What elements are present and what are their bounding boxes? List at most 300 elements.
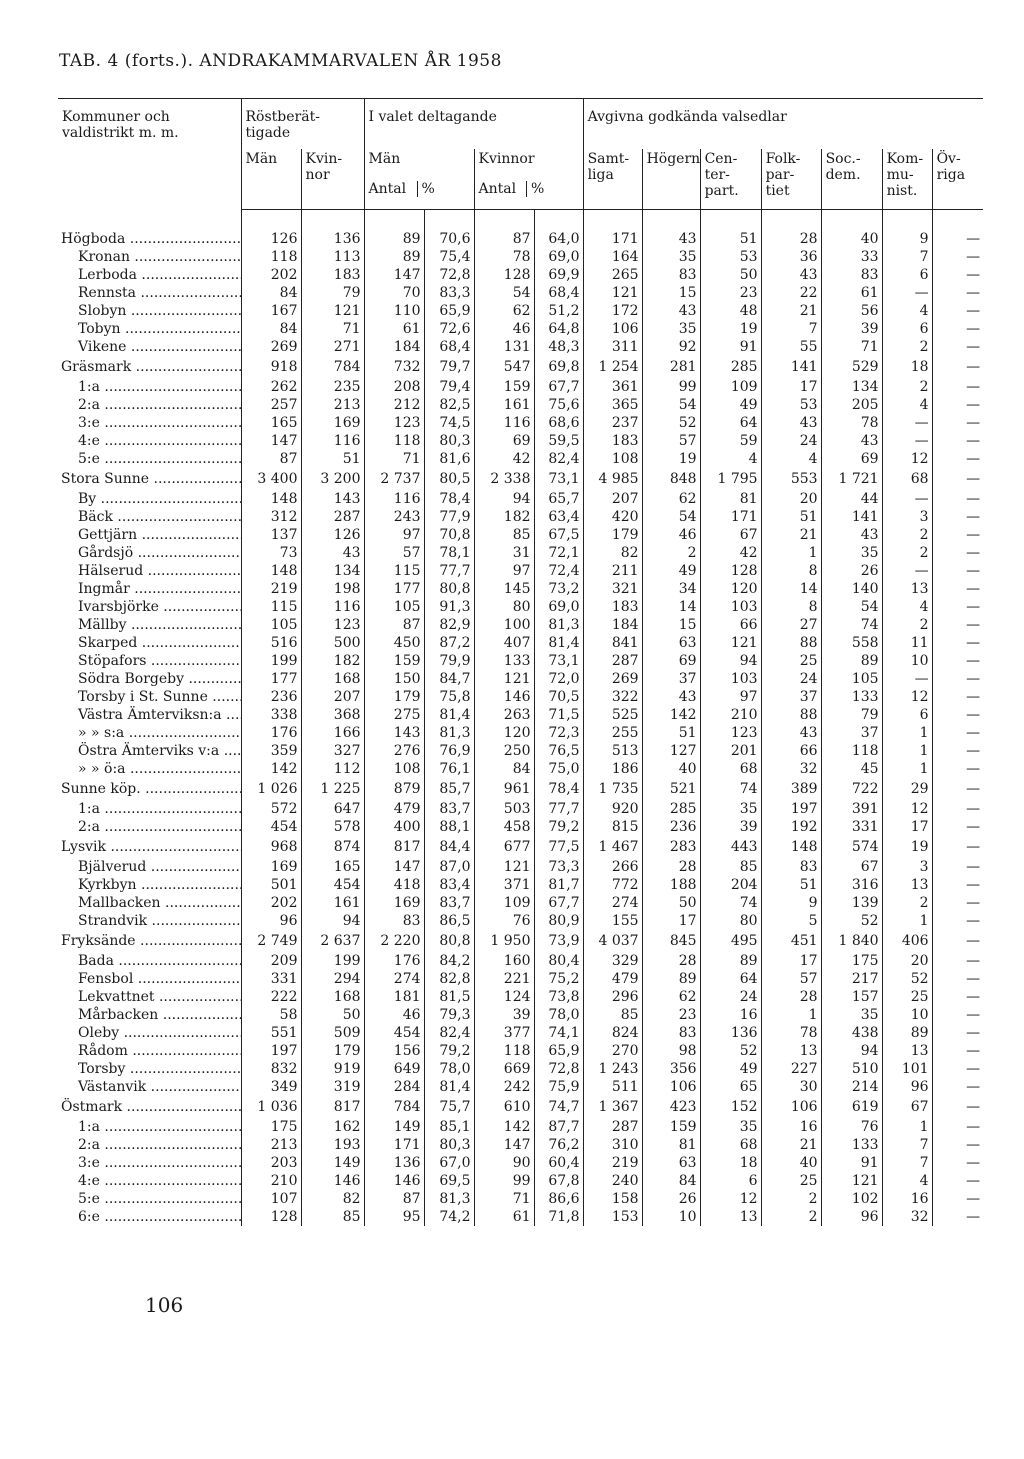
table-row	[58, 912, 983, 930]
cell-samtliga: 479	[583, 970, 642, 988]
cell-kommunist: 3	[882, 508, 932, 526]
cell-delt-kvinnor-antal: 85	[474, 526, 534, 544]
cell-rost-man: 148	[241, 562, 301, 580]
cell-delt-man-pct: 78,1	[424, 544, 474, 562]
table-row	[58, 670, 983, 688]
cell-rost-man: 210	[241, 1172, 301, 1190]
cell-samtliga: 321	[583, 580, 642, 598]
cell-centerpart: 12	[700, 1190, 761, 1208]
header-ovriga: Öv- riga	[932, 149, 983, 210]
cell-folkpartiet: 21	[761, 526, 821, 544]
cell-samtliga: 287	[583, 652, 642, 670]
cell-kommunist: 10	[882, 652, 932, 670]
cell-kommunist: —	[882, 432, 932, 450]
cell-folkpartiet: 20	[761, 490, 821, 508]
cell-folkpartiet: 1	[761, 544, 821, 562]
table-row	[58, 378, 983, 396]
cell-delt-kvinnor-antal: 69	[474, 432, 534, 450]
cell-centerpart: 171	[700, 508, 761, 526]
cell-rost-kvinnor: 294	[301, 970, 364, 988]
row-label: 5:e .....	[58, 450, 241, 468]
cell-centerpart: 80	[700, 912, 761, 930]
header-man: Män	[241, 149, 301, 210]
cell-kommunist: 10	[882, 1006, 932, 1024]
cell-rost-man: 199	[241, 652, 301, 670]
cell-kommunist: 32	[882, 1208, 932, 1226]
cell-samtliga: 106	[583, 320, 642, 338]
row-label: Östmark .....	[58, 1096, 241, 1118]
cell-samtliga: 841	[583, 634, 642, 652]
cell-delt-man-antal: 276	[364, 742, 424, 760]
cell-delt-man-pct: 77,9	[424, 508, 474, 526]
row-label: 1:a .....	[58, 378, 241, 396]
row-label: Mårbacken .....	[58, 1006, 241, 1024]
cell-centerpart: 16	[700, 1006, 761, 1024]
cell-delt-kvinnor-antal: 503	[474, 800, 534, 818]
cell-socdem: 121	[821, 1172, 882, 1190]
cell-delt-man-pct: 70,6	[424, 210, 474, 249]
cell-delt-man-antal: 87	[364, 616, 424, 634]
cell-socdem: 205	[821, 396, 882, 414]
cell-ovriga: —	[932, 1006, 983, 1024]
cell-delt-man-antal: 105	[364, 598, 424, 616]
cell-folkpartiet: 16	[761, 1118, 821, 1136]
cell-delt-man-pct: 75,4	[424, 248, 474, 266]
cell-centerpart: 23	[700, 284, 761, 302]
cell-delt-kvinnor-pct: 82,4	[534, 450, 583, 468]
cell-kommunist: 12	[882, 450, 932, 468]
cell-samtliga: 513	[583, 742, 642, 760]
table-row	[58, 562, 983, 580]
cell-kommunist: 4	[882, 396, 932, 414]
row-label: Mällby .....	[58, 616, 241, 634]
cell-rost-man: 202	[241, 266, 301, 284]
cell-kommunist: 2	[882, 338, 932, 356]
cell-delt-man-antal: 46	[364, 1006, 424, 1024]
cell-folkpartiet: 14	[761, 580, 821, 598]
cell-rost-kvinnor: 500	[301, 634, 364, 652]
row-label: Fensbol .....	[58, 970, 241, 988]
cell-rost-man: 2 749	[241, 930, 301, 952]
cell-delt-kvinnor-antal: 109	[474, 894, 534, 912]
cell-hogern: 43	[642, 688, 700, 706]
cell-socdem: 139	[821, 894, 882, 912]
cell-rost-kvinnor: 113	[301, 248, 364, 266]
cell-delt-kvinnor-pct: 51,2	[534, 302, 583, 320]
cell-samtliga: 184	[583, 616, 642, 634]
cell-centerpart: 85	[700, 858, 761, 876]
cell-hogern: 521	[642, 778, 700, 800]
cell-centerpart: 64	[700, 414, 761, 432]
cell-rost-man: 968	[241, 836, 301, 858]
cell-samtliga: 186	[583, 760, 642, 778]
cell-centerpart: 49	[700, 1060, 761, 1078]
cell-centerpart: 13	[700, 1208, 761, 1226]
cell-socdem: 74	[821, 616, 882, 634]
cell-samtliga: 329	[583, 952, 642, 970]
cell-rost-kvinnor: 123	[301, 616, 364, 634]
cell-delt-man-antal: 147	[364, 858, 424, 876]
table-row	[58, 302, 983, 320]
cell-delt-man-pct: 67,0	[424, 1154, 474, 1172]
cell-delt-kvinnor-pct: 69,9	[534, 266, 583, 284]
header-kommuner: Kommuner och valdistrikt m. m.	[58, 99, 241, 210]
cell-samtliga: 511	[583, 1078, 642, 1096]
cell-delt-man-antal: 159	[364, 652, 424, 670]
cell-centerpart: 204	[700, 876, 761, 894]
cell-centerpart: 91	[700, 338, 761, 356]
cell-socdem: 529	[821, 356, 882, 378]
cell-delt-kvinnor-pct: 73,1	[534, 652, 583, 670]
cell-centerpart: 121	[700, 634, 761, 652]
cell-folkpartiet: 51	[761, 876, 821, 894]
cell-ovriga: —	[932, 1190, 983, 1208]
cell-centerpart: 68	[700, 1136, 761, 1154]
cell-kommunist: 20	[882, 952, 932, 970]
cell-kommunist: 1	[882, 912, 932, 930]
header-man-pct: %	[417, 181, 470, 197]
cell-delt-man-antal: 184	[364, 338, 424, 356]
cell-socdem: 217	[821, 970, 882, 988]
cell-delt-man-antal: 243	[364, 508, 424, 526]
cell-rost-kvinnor: 161	[301, 894, 364, 912]
cell-delt-kvinnor-antal: 124	[474, 988, 534, 1006]
row-label: 2:a .....	[58, 1136, 241, 1154]
cell-ovriga: —	[932, 266, 983, 284]
cell-delt-kvinnor-pct: 72,3	[534, 724, 583, 742]
cell-ovriga: —	[932, 338, 983, 356]
cell-socdem: 43	[821, 526, 882, 544]
cell-rost-man: 167	[241, 302, 301, 320]
cell-samtliga: 4 037	[583, 930, 642, 952]
row-label: By .....	[58, 490, 241, 508]
cell-ovriga: —	[932, 652, 983, 670]
row-label: 5:e .....	[58, 1190, 241, 1208]
cell-rost-kvinnor: 193	[301, 1136, 364, 1154]
cell-socdem: 214	[821, 1078, 882, 1096]
cell-rost-kvinnor: 454	[301, 876, 364, 894]
cell-kommunist: 4	[882, 302, 932, 320]
cell-folkpartiet: 17	[761, 952, 821, 970]
cell-kommunist: 3	[882, 858, 932, 876]
cell-rost-kvinnor: 166	[301, 724, 364, 742]
header-folkpartiet: Folk- par- tiet	[761, 149, 821, 210]
cell-delt-man-pct: 84,4	[424, 836, 474, 858]
cell-delt-man-pct: 79,3	[424, 1006, 474, 1024]
cell-rost-man: 551	[241, 1024, 301, 1042]
cell-samtliga: 121	[583, 284, 642, 302]
cell-kommunist: 2	[882, 616, 932, 634]
cell-rost-kvinnor: 79	[301, 284, 364, 302]
cell-rost-man: 501	[241, 876, 301, 894]
cell-kommunist: 6	[882, 706, 932, 724]
cell-samtliga: 815	[583, 818, 642, 836]
cell-rost-man: 137	[241, 526, 301, 544]
cell-ovriga: —	[932, 450, 983, 468]
cell-folkpartiet: 227	[761, 1060, 821, 1078]
cell-delt-kvinnor-antal: 250	[474, 742, 534, 760]
cell-rost-kvinnor: 116	[301, 598, 364, 616]
cell-hogern: 40	[642, 760, 700, 778]
cell-samtliga: 1 367	[583, 1096, 642, 1118]
cell-socdem: 438	[821, 1024, 882, 1042]
cell-rost-man: 142	[241, 760, 301, 778]
cell-ovriga: —	[932, 1096, 983, 1118]
row-label: Torsby i St. Sunne .....	[58, 688, 241, 706]
cell-delt-man-antal: 171	[364, 1136, 424, 1154]
header-man-antal: Antal	[368, 181, 407, 197]
cell-socdem: 35	[821, 1006, 882, 1024]
cell-delt-man-pct: 74,5	[424, 414, 474, 432]
cell-kommunist: —	[882, 284, 932, 302]
table-row	[58, 724, 983, 742]
cell-folkpartiet: 148	[761, 836, 821, 858]
row-label: Hälserud .....	[58, 562, 241, 580]
cell-centerpart: 74	[700, 894, 761, 912]
cell-socdem: 33	[821, 248, 882, 266]
cell-delt-kvinnor-pct: 48,3	[534, 338, 583, 356]
cell-hogern: 35	[642, 320, 700, 338]
cell-hogern: 159	[642, 1118, 700, 1136]
cell-rost-kvinnor: 919	[301, 1060, 364, 1078]
cell-centerpart: 94	[700, 652, 761, 670]
cell-delt-kvinnor-pct: 81,4	[534, 634, 583, 652]
cell-rost-man: 349	[241, 1078, 301, 1096]
cell-socdem: 91	[821, 1154, 882, 1172]
cell-rost-kvinnor: 168	[301, 670, 364, 688]
cell-hogern: 423	[642, 1096, 700, 1118]
cell-delt-man-pct: 69,5	[424, 1172, 474, 1190]
cell-kommunist: 406	[882, 930, 932, 952]
cell-delt-kvinnor-antal: 377	[474, 1024, 534, 1042]
cell-delt-kvinnor-pct: 73,8	[534, 988, 583, 1006]
row-label: Kronan .....	[58, 248, 241, 266]
cell-rost-kvinnor: 143	[301, 490, 364, 508]
cell-folkpartiet: 40	[761, 1154, 821, 1172]
cell-rost-man: 219	[241, 580, 301, 598]
cell-hogern: 19	[642, 450, 700, 468]
cell-delt-kvinnor-antal: 62	[474, 302, 534, 320]
cell-centerpart: 103	[700, 670, 761, 688]
table-row	[58, 818, 983, 836]
cell-delt-man-pct: 77,7	[424, 562, 474, 580]
cell-samtliga: 274	[583, 894, 642, 912]
table-row	[58, 970, 983, 988]
cell-samtliga: 296	[583, 988, 642, 1006]
cell-rost-kvinnor: 207	[301, 688, 364, 706]
header-centerpart: Cen- ter- part.	[700, 149, 761, 210]
table-body	[58, 210, 983, 1227]
cell-rost-man: 3 400	[241, 468, 301, 490]
row-label: Sunne köp. .....	[58, 778, 241, 800]
row-label: » » s:a .....	[58, 724, 241, 742]
cell-delt-man-pct: 83,7	[424, 894, 474, 912]
cell-delt-kvinnor-pct: 77,5	[534, 836, 583, 858]
cell-folkpartiet: 141	[761, 356, 821, 378]
cell-delt-man-pct: 81,5	[424, 988, 474, 1006]
cell-rost-kvinnor: 121	[301, 302, 364, 320]
cell-delt-man-pct: 88,1	[424, 818, 474, 836]
cell-rost-man: 572	[241, 800, 301, 818]
cell-samtliga: 155	[583, 912, 642, 930]
table-row	[58, 876, 983, 894]
cell-rost-kvinnor: 182	[301, 652, 364, 670]
cell-delt-man-pct: 87,2	[424, 634, 474, 652]
cell-rost-kvinnor: 146	[301, 1172, 364, 1190]
cell-delt-man-pct: 78,4	[424, 490, 474, 508]
cell-kommunist: 7	[882, 1136, 932, 1154]
cell-ovriga: —	[932, 1078, 983, 1096]
cell-delt-kvinnor-antal: 46	[474, 320, 534, 338]
cell-samtliga: 270	[583, 1042, 642, 1060]
cell-delt-kvinnor-antal: 61	[474, 1208, 534, 1226]
cell-rost-man: 177	[241, 670, 301, 688]
cell-delt-kvinnor-antal: 142	[474, 1118, 534, 1136]
cell-delt-man-pct: 78,0	[424, 1060, 474, 1078]
cell-ovriga: —	[932, 858, 983, 876]
cell-delt-kvinnor-pct: 74,1	[534, 1024, 583, 1042]
cell-ovriga: —	[932, 988, 983, 1006]
cell-rost-kvinnor: 578	[301, 818, 364, 836]
cell-delt-man-pct: 68,4	[424, 338, 474, 356]
cell-socdem: 391	[821, 800, 882, 818]
cell-delt-man-antal: 71	[364, 450, 424, 468]
cell-delt-kvinnor-pct: 68,6	[534, 414, 583, 432]
cell-socdem: 37	[821, 724, 882, 742]
cell-ovriga: —	[932, 356, 983, 378]
cell-hogern: 28	[642, 952, 700, 970]
cell-rost-man: 359	[241, 742, 301, 760]
cell-centerpart: 64	[700, 970, 761, 988]
cell-delt-man-antal: 136	[364, 1154, 424, 1172]
cell-rost-kvinnor: 112	[301, 760, 364, 778]
cell-delt-man-antal: 275	[364, 706, 424, 724]
cell-folkpartiet: 2	[761, 1190, 821, 1208]
row-label: Mallbacken .....	[58, 894, 241, 912]
cell-folkpartiet: 7	[761, 320, 821, 338]
cell-centerpart: 495	[700, 930, 761, 952]
cell-socdem: 722	[821, 778, 882, 800]
cell-rost-kvinnor: 168	[301, 988, 364, 1006]
table-row	[58, 778, 983, 800]
cell-ovriga: —	[932, 1208, 983, 1226]
cell-hogern: 10	[642, 1208, 700, 1226]
cell-centerpart: 97	[700, 688, 761, 706]
cell-folkpartiet: 192	[761, 818, 821, 836]
cell-delt-man-pct: 81,3	[424, 1190, 474, 1208]
cell-socdem: 157	[821, 988, 882, 1006]
cell-rost-man: 222	[241, 988, 301, 1006]
cell-ovriga: —	[932, 1154, 983, 1172]
cell-kommunist: 6	[882, 320, 932, 338]
cell-ovriga: —	[932, 670, 983, 688]
cell-rost-man: 213	[241, 1136, 301, 1154]
cell-socdem: 118	[821, 742, 882, 760]
cell-centerpart: 18	[700, 1154, 761, 1172]
cell-folkpartiet: 1	[761, 1006, 821, 1024]
cell-ovriga: —	[932, 952, 983, 970]
cell-delt-man-antal: 181	[364, 988, 424, 1006]
cell-rost-man: 236	[241, 688, 301, 706]
cell-delt-kvinnor-pct: 67,7	[534, 378, 583, 396]
cell-delt-man-pct: 75,7	[424, 1096, 474, 1118]
cell-ovriga: —	[932, 876, 983, 894]
cell-centerpart: 66	[700, 616, 761, 634]
cell-delt-kvinnor-pct: 72,4	[534, 562, 583, 580]
table-row	[58, 490, 983, 508]
cell-rost-man: 312	[241, 508, 301, 526]
table-row	[58, 468, 983, 490]
cell-delt-kvinnor-antal: 242	[474, 1078, 534, 1096]
cell-delt-man-pct: 81,3	[424, 724, 474, 742]
cell-hogern: 28	[642, 858, 700, 876]
cell-samtliga: 82	[583, 544, 642, 562]
cell-hogern: 127	[642, 742, 700, 760]
cell-samtliga: 1 254	[583, 356, 642, 378]
cell-rost-man: 105	[241, 616, 301, 634]
cell-kommunist: 67	[882, 1096, 932, 1118]
cell-delt-kvinnor-antal: 159	[474, 378, 534, 396]
cell-rost-kvinnor: 784	[301, 356, 364, 378]
cell-ovriga: —	[932, 468, 983, 490]
cell-kommunist: 1	[882, 742, 932, 760]
cell-delt-kvinnor-pct: 69,0	[534, 248, 583, 266]
row-label: Lekvattnet .....	[58, 988, 241, 1006]
cell-delt-kvinnor-pct: 77,7	[534, 800, 583, 818]
cell-kommunist: 29	[882, 778, 932, 800]
cell-delt-kvinnor-antal: 961	[474, 778, 534, 800]
row-label: 1:a .....	[58, 1118, 241, 1136]
cell-rost-kvinnor: 213	[301, 396, 364, 414]
table-row	[58, 634, 983, 652]
cell-samtliga: 420	[583, 508, 642, 526]
cell-delt-kvinnor-pct: 87,7	[534, 1118, 583, 1136]
cell-ovriga: —	[932, 1136, 983, 1154]
cell-ovriga: —	[932, 248, 983, 266]
cell-delt-kvinnor-antal: 610	[474, 1096, 534, 1118]
cell-delt-man-pct: 82,9	[424, 616, 474, 634]
cell-samtliga: 85	[583, 1006, 642, 1024]
cell-hogern: 92	[642, 338, 700, 356]
cell-delt-man-antal: 2 737	[364, 468, 424, 490]
cell-folkpartiet: 5	[761, 912, 821, 930]
table-row	[58, 210, 983, 249]
cell-delt-kvinnor-antal: 371	[474, 876, 534, 894]
cell-socdem: 76	[821, 1118, 882, 1136]
cell-socdem: 133	[821, 688, 882, 706]
table-row	[58, 338, 983, 356]
cell-samtliga: 183	[583, 432, 642, 450]
cell-kommunist: —	[882, 562, 932, 580]
table-row	[58, 858, 983, 876]
cell-delt-man-antal: 400	[364, 818, 424, 836]
cell-ovriga: —	[932, 1172, 983, 1190]
cell-ovriga: —	[932, 1060, 983, 1078]
header-socdem: Soc.- dem.	[821, 149, 882, 210]
cell-delt-kvinnor-pct: 64,8	[534, 320, 583, 338]
cell-delt-man-antal: 284	[364, 1078, 424, 1096]
cell-centerpart: 201	[700, 742, 761, 760]
cell-ovriga: —	[932, 724, 983, 742]
cell-delt-kvinnor-pct: 64,0	[534, 210, 583, 249]
cell-delt-man-antal: 2 220	[364, 930, 424, 952]
cell-centerpart: 109	[700, 378, 761, 396]
cell-centerpart: 152	[700, 1096, 761, 1118]
cell-delt-kvinnor-antal: 76	[474, 912, 534, 930]
header-samtliga: Samt- liga	[583, 149, 642, 210]
header-hogern: Högern	[642, 149, 700, 210]
cell-delt-kvinnor-pct: 67,8	[534, 1172, 583, 1190]
